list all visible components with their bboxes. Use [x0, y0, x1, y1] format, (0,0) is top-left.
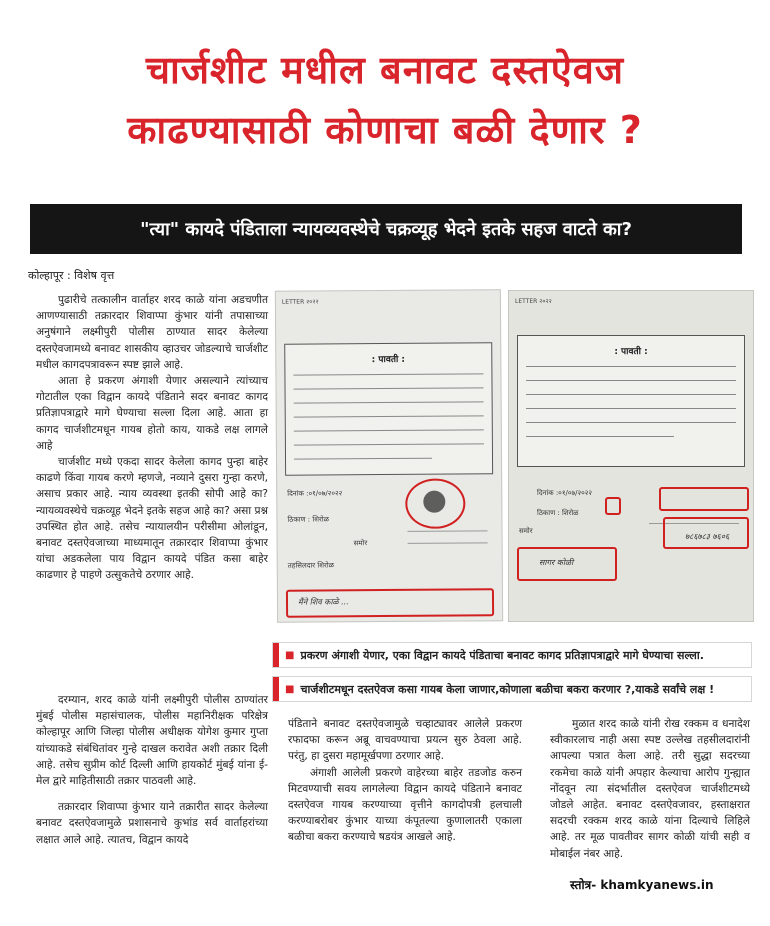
paragraph: आता हे प्रकरण अंगाशी येणार असल्याने त्यांच्याच गोटातील एका विद्वान कायदे पंडिताने सदर बनावट कागद प्रतिज्ञापत्राद्वारे मागे घेण्याचा सल्ला दिला आहे. आता हा कागद चार्जशीटमधून गायब होतो काय, याकडे लक्ष लागले आहे	[36, 375, 268, 452]
dateline: कोल्हापूर : विशेष वृत्त	[28, 269, 115, 282]
receipt-box	[284, 342, 493, 475]
paragraph: दरम्यान, शरद काळे यांनी लक्ष्मीपुरी पोलीस ठाण्यांतर मुंबई पोलीस महासंचालक, पोलीस महानिरीक्षक परिक्षेत्र कोल्हापूर आणि जिल्हा पोलीस अधीक्षक योगेश कुमार गुप्ता यांच्याकडे संबंधितांवर गुन्हे दाखल करावेत अशी तक्रार दिली आहे. तसेच सुप्रीम कोर्ट दिल्ली आणि हायकोर्ट मुंबई यांना ई-मेल द्वारे माहितीसाठी तक्रार पाठवली आहे.	[36, 694, 268, 788]
highlight-box	[605, 497, 621, 515]
date-label: दिनांक :०१/०७/२०२२	[287, 489, 343, 498]
scanned-receipt-left	[275, 289, 503, 623]
mobile-note: ७८६७८३ ७६०६	[685, 532, 730, 541]
receipt-title: : पावती :	[371, 354, 406, 366]
place-label: ठिकाण : शिरोळ	[537, 509, 579, 517]
subheadline-bar	[30, 204, 742, 254]
paragraph: चार्जशीट मध्ये एकदा सादर केलेला कागद पुन्हा बाहेर काढणे किंवा गायब करणे म्हणजे, नव्याने दुसरा गुन्हा करणे, असाच प्रकार आहे. न्याय व्यवस्था इतकी सोपी आहे का? न्यायव्यवस्थेचे चक्रव्यूह भेदने इतके सहज आहे का? असा प्रश्न उपस्थित होत आहे. तसेच न्यायालयीन परीसीमा ओलांडून, बनावट दस्तऐवजाच्या माध्यमातून तक्रारदार शिवाप्पा कुंभार यांचा अडकलेला पाय विद्वान कायदे पंडित कसा बाहेर काढणार हे पाहणे उत्सुकतेचे ठरणार आहे.	[36, 456, 268, 582]
subheadline-text: "त्या" कायदे पंडिताला न्यायव्यवस्थेचे चक्रव्यूह भेदने इतके सहज वाटते का?	[140, 219, 632, 240]
paragraph: तक्रारदार शिवाप्पा कुंभार याने तक्रारीत सादर केलेल्या बनावट दस्तऐवजामुळे प्रशासनाचे कुभांड सर्व वार्ताहरांच्या लक्षात आले आहे. त्यातच, विद्वान कायदे	[36, 801, 268, 846]
receipt-title: : पावती :	[614, 347, 648, 357]
letterhead: LETTER २०२२	[281, 298, 319, 306]
date-label: दिनांक :०१/०७/२०२२	[537, 489, 593, 497]
receipt-box	[517, 335, 745, 467]
article-column-2	[288, 716, 522, 846]
scanned-receipt-right	[508, 290, 754, 622]
bullet-square-icon: ■	[285, 683, 295, 695]
handwritten-note: मैंने शिव काळे ...	[297, 597, 349, 607]
letterhead: LETTER २०२२	[515, 298, 552, 305]
source-credit: स्तोत्र- khamkyanews.in	[570, 878, 714, 892]
place-label: ठिकाण : शिरोळ	[287, 515, 329, 524]
paragraph: पंडिताने बनावट दस्तऐवजामुळे चव्हाट्यावर आलेले प्रकरण रफादफा करून अब्रू वाचवण्याचा प्रयत्न सुरु ठेवला आहे. परंतु, हा दुसरा महामूर्खपणा ठरणार आहे.	[288, 718, 522, 763]
pull-quote-2	[272, 676, 752, 702]
highlight-box	[659, 487, 749, 511]
article-column-1	[36, 292, 268, 584]
witness-label: समोर	[519, 527, 533, 535]
headline-line-2: काढण्यासाठी कोणाचा बळी देणार ?	[127, 108, 643, 152]
paragraph: अंगाशी आलेली प्रकरणे वाहेरच्या बाहेर तडजोड करुन मिटवण्याची सवय लागलेल्या विद्वान कायदे पंडिताने बनावट दस्तऐवज गायब करण्याच्या वृत्तीने कागदोपत्री हलचाली करण्याबरोबर कुंभार याच्या कंपूतल्या कुणालातरी एकाला बळीचा बकरा करण्याचे षडयंत्र आखले आहे.	[288, 766, 522, 844]
bullet-square-icon: ■	[285, 649, 295, 661]
office-label: तहसिलदार शिरोळ	[287, 561, 334, 570]
paragraph: पुढारीचे तत्कालीन वार्ताहर शरद काळे यांना अडचणीत आणण्यासाठी तक्रारदार शिवाप्पा कुंभार यांनी तपासाच्या अनुषंगाने लक्ष्मीपुरी पोलीस ठाण्यात सादर केलेल्या दस्तऐवजामध्ये बनावट शासकीय व्हाउचर जोडल्याचे चार्जशीट मधील कागदपत्रावरून स्पष्ट झाले आहे.	[36, 294, 268, 371]
pull-quote-text: प्रकरण अंगाशी येणार, एका विद्वान कायदे पंडिताचा बनावट कागद प्रतिज्ञापत्राद्वारे मागे घेण्याचा सल्ला.	[300, 648, 704, 662]
stamp-icon	[423, 491, 445, 513]
article-column-1-continued	[36, 692, 268, 848]
signature-note: सागर कोळी	[539, 558, 574, 567]
pull-quote-text: चार्जशीटमधून दस्तऐवज कसा गायब केला जाणार,कोणाला बळीचा बकरा करणार ?,याकडे सर्वांचे लक्ष !	[300, 682, 715, 696]
headline-line-1: चार्जशीट मधील बनावट दस्तऐवज	[145, 48, 625, 92]
witness-label: समोर	[353, 539, 368, 548]
paragraph: मुळात शरद काळे यांनी रोख रक्कम व धनादेश स्वीकारलाच नाही असा स्पष्ट उल्लेख तहसीलदारांनी आपल्या पत्रात केला आहे. तरी सुद्धा सदरच्या रकमेचा काळे यांनी अपहार केल्याचा आरोप गुन्ह्यात नोंदवून त्या संदर्भातील दस्तऐवज चार्जशीटमध्ये जोडले आहेत. बनावट दस्तऐवजावर, हस्ताक्षरात सदरची रक्कम शरद काळे यांना दिल्याचे लिहिले आहे. तर मूळ पावतीवर सागर कोळी यांची सही व मोबाईल नंबर आहे.	[550, 718, 750, 860]
article-column-3	[550, 716, 750, 862]
pull-quote-1	[272, 642, 752, 668]
